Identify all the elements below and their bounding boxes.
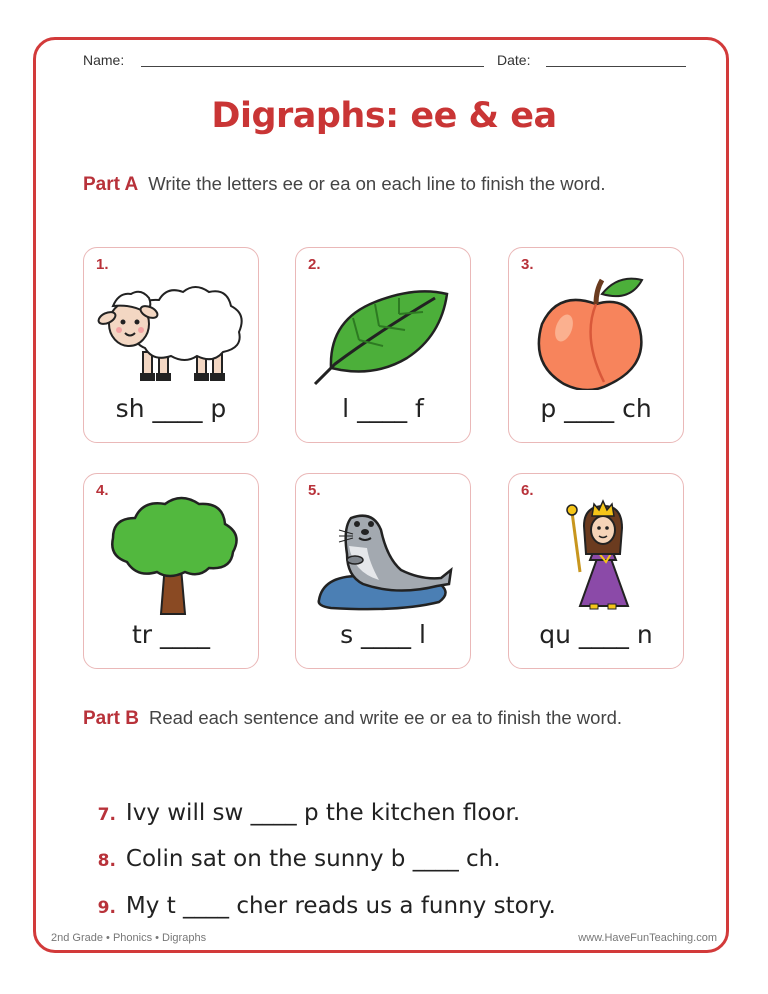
card-queen	[508, 473, 684, 669]
peach-icon	[522, 270, 672, 390]
sentence-text: Colin sat on the sunny b ____ ch.	[125, 846, 501, 872]
footer-website[interactable]: www.HaveFunTeaching.com	[578, 932, 717, 944]
part-a-instruction	[83, 170, 683, 199]
seal-icon	[309, 496, 459, 616]
sentence-8[interactable]	[83, 820, 501, 872]
page-title: Digraphs: ee & ea	[211, 96, 557, 136]
card-peach	[508, 247, 684, 443]
sentence-text: My t ____ cher reads us a funny story.	[125, 893, 556, 919]
card-word[interactable]: l ____ f	[342, 394, 424, 423]
part-b-text: Read each sentence and write ee or ea to finish the word.	[148, 707, 623, 728]
sentence-number: 9.	[97, 898, 116, 918]
part-a-text: Write the letters ee or ea on each line to finish the word.	[148, 173, 606, 194]
tree-icon	[97, 496, 247, 616]
sentence-text: Ivy will sw ____ p the kitchen floor.	[125, 800, 521, 826]
card-number: 5.	[308, 482, 321, 499]
sheep-icon	[97, 270, 247, 390]
card-word[interactable]: p ____ ch	[540, 394, 652, 423]
card-word[interactable]: qu ____ n	[539, 620, 653, 649]
date-line[interactable]	[546, 66, 686, 67]
card-leaf	[295, 247, 471, 443]
part-b-instruction	[83, 704, 683, 733]
date-label: Date:	[497, 52, 531, 68]
footer-grade: 2nd Grade • Phonics • Digraphs	[51, 932, 207, 944]
card-number: 1.	[96, 256, 109, 273]
sentence-number: 8.	[97, 851, 116, 871]
card-number: 3.	[521, 256, 534, 273]
card-number: 6.	[521, 482, 534, 499]
sentence-7[interactable]	[83, 774, 520, 826]
card-number: 2.	[308, 256, 321, 273]
queen-icon	[522, 496, 672, 616]
name-line[interactable]	[141, 66, 484, 67]
part-a-tag: Part A	[83, 174, 139, 195]
card-tree	[83, 473, 259, 669]
part-b-tag: Part B	[83, 708, 139, 729]
card-seal	[295, 473, 471, 669]
sentence-9[interactable]	[83, 867, 556, 919]
card-word[interactable]: tr ____	[131, 620, 211, 649]
sentence-number: 7.	[97, 805, 116, 825]
name-label: Name:	[83, 52, 125, 68]
name-date-header	[83, 50, 686, 72]
card-word[interactable]: sh ____ p	[115, 394, 227, 423]
card-sheep	[83, 247, 259, 443]
card-number: 4.	[96, 482, 109, 499]
card-word[interactable]: s ____ l	[340, 620, 426, 649]
leaf-icon	[309, 270, 459, 390]
